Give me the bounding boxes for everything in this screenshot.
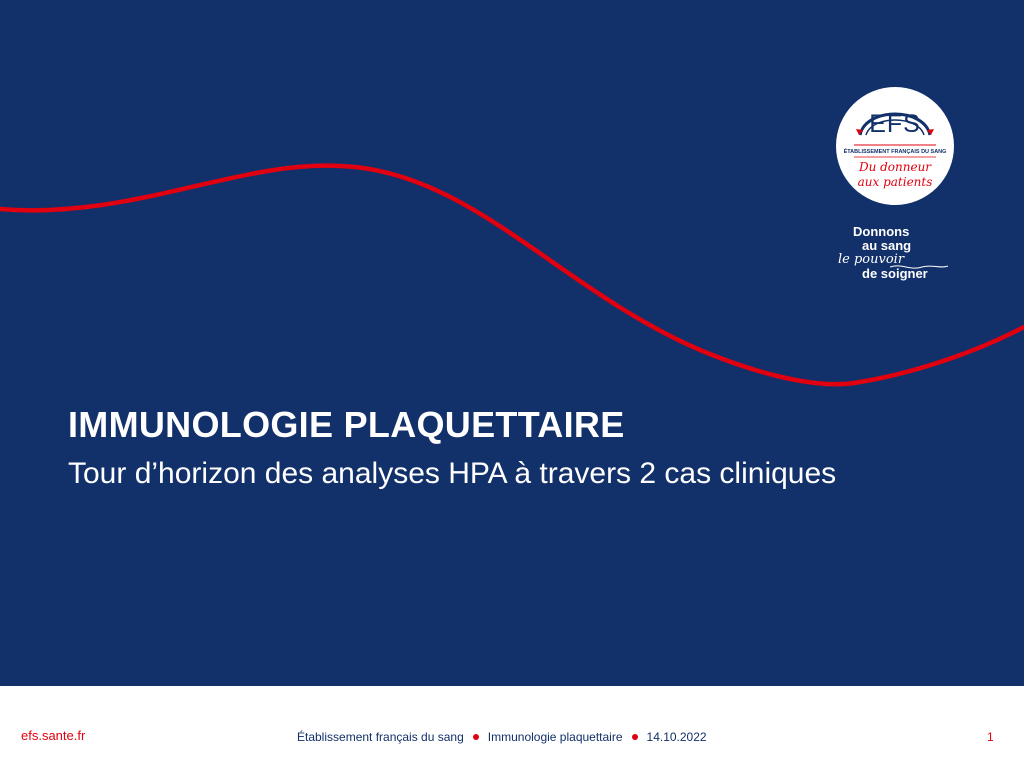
logo-tagline-2: aux patients	[857, 175, 933, 189]
slogan-line-4: de soigner	[862, 266, 928, 281]
slogan	[838, 224, 950, 284]
footer-topic: Immunologie plaquettaire	[487, 730, 623, 744]
footer-organization: Établissement français du sang	[297, 730, 464, 744]
logo-acronym: EFS	[869, 110, 921, 138]
bullet-dot-icon	[473, 734, 479, 740]
logo-tagline-1: Du donneur	[858, 160, 932, 174]
footer-info	[297, 730, 707, 744]
logo-full-name: ÉTABLISSEMENT FRANÇAIS DU SANG	[843, 149, 947, 155]
slide-title: IMMUNOLOGIE PLAQUETTAIRE	[68, 404, 625, 445]
page-number: 1	[987, 730, 994, 744]
bullet-dot-icon	[632, 734, 638, 740]
slide-subtitle: Tour d’horizon des analyses HPA à travers 2 cas cliniques	[68, 457, 837, 490]
slogan-line-2: au sang	[862, 238, 912, 253]
footer-website-link[interactable]: efs.sante.fr	[21, 728, 86, 743]
slogan-line-1: Donnons	[853, 224, 910, 239]
slogan-line-3: le pouvoir	[838, 252, 905, 267]
efs-logo	[836, 87, 954, 205]
footer-date: 14.10.2022	[646, 730, 707, 744]
